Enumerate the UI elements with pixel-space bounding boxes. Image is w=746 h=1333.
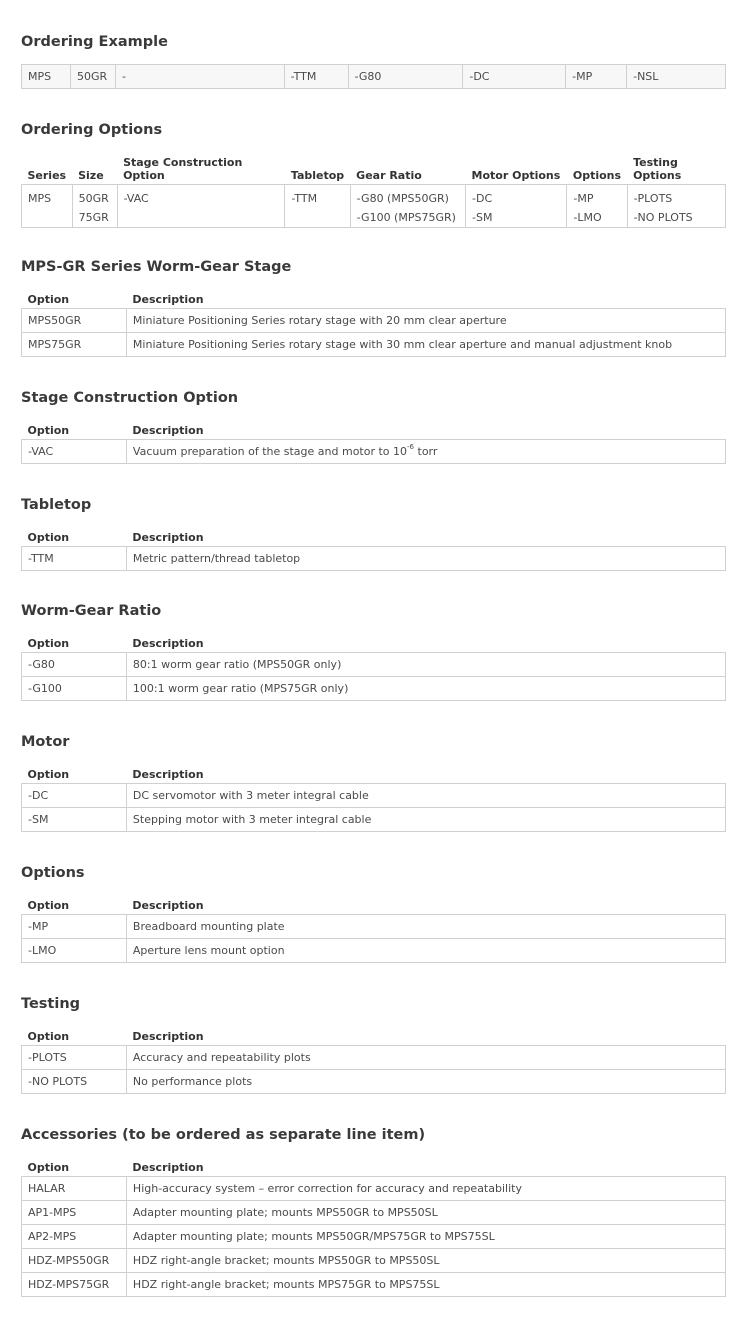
option-column-header: Option bbox=[27, 1030, 70, 1043]
table-row bbox=[22, 1046, 726, 1070]
description-cell bbox=[126, 440, 725, 464]
motor-options-value: -DC bbox=[472, 192, 493, 205]
description-column-header: Description bbox=[132, 293, 204, 306]
option-column-header: Option bbox=[27, 293, 70, 306]
stage-construction-cell bbox=[117, 185, 285, 228]
option-code-cell: HDZ-MPS75GR bbox=[22, 1273, 127, 1297]
section-table bbox=[21, 895, 726, 963]
description-cell bbox=[126, 808, 725, 832]
gear-ratio-value: -G80 (MPS50GR) bbox=[356, 192, 449, 205]
section-title: Tabletop bbox=[21, 497, 92, 513]
description-cell bbox=[126, 677, 725, 701]
example-size-cell: 50GR bbox=[70, 65, 115, 89]
option-code-cell: -G80 bbox=[22, 653, 127, 677]
options-value: -MP bbox=[573, 192, 594, 205]
section-table bbox=[21, 527, 726, 571]
description-cell bbox=[126, 1201, 725, 1225]
ordering-options-title: Ordering Options bbox=[21, 122, 163, 138]
table-row bbox=[22, 939, 726, 963]
description-suffix: torr bbox=[414, 445, 438, 458]
example-motor-cell: -DC bbox=[463, 65, 566, 89]
table-row bbox=[22, 1249, 726, 1273]
example-construction-cell: - bbox=[115, 65, 284, 89]
section-table bbox=[21, 420, 726, 464]
description-cell bbox=[126, 653, 725, 677]
description-text: HDZ right-angle bracket; mounts MPS75GR to MPS75SL bbox=[132, 1278, 440, 1291]
size-value: 50GR bbox=[78, 192, 109, 205]
example-tabletop-cell: -TTM bbox=[284, 65, 348, 89]
exponent-text: -6 bbox=[407, 443, 415, 451]
header-size: Size bbox=[78, 169, 104, 182]
series-cell bbox=[22, 185, 73, 228]
option-column-header: Option bbox=[27, 1161, 70, 1174]
series-value: MPS bbox=[28, 192, 52, 205]
table-row bbox=[22, 309, 726, 333]
section-table bbox=[21, 633, 726, 701]
description-column-header: Description bbox=[132, 637, 204, 650]
option-code-cell: -SM bbox=[22, 808, 127, 832]
section-title: Testing bbox=[21, 996, 81, 1012]
description-text: Accuracy and repeatability plots bbox=[132, 1051, 311, 1064]
section-title: Worm-Gear Ratio bbox=[21, 603, 162, 619]
section-title: Motor bbox=[21, 734, 70, 750]
options-value: -LMO bbox=[573, 211, 602, 224]
description-cell bbox=[126, 1046, 725, 1070]
description-text: High-accuracy system – error correction for accuracy and repeatability bbox=[132, 1182, 522, 1195]
table-row bbox=[22, 547, 726, 571]
option-code-cell: -PLOTS bbox=[22, 1046, 127, 1070]
example-series-cell: MPS bbox=[22, 65, 71, 89]
description-text: Adapter mounting plate; mounts MPS50GR to MPS50SL bbox=[132, 1206, 438, 1219]
description-column-header: Description bbox=[132, 899, 204, 912]
tabletop-value: -TTM bbox=[291, 192, 318, 205]
section-title: Stage Construction Option bbox=[21, 390, 239, 406]
option-code-cell: AP2-MPS bbox=[22, 1225, 127, 1249]
section-header-row bbox=[22, 527, 726, 547]
description-text: Aperture lens mount option bbox=[132, 944, 285, 957]
option-code-cell: -MP bbox=[22, 915, 127, 939]
section-header-row bbox=[22, 895, 726, 915]
description-cell bbox=[126, 915, 725, 939]
example-testing-cell: -NSL bbox=[627, 65, 726, 89]
ordering-options-table bbox=[21, 152, 726, 228]
ordering-options-header-row bbox=[22, 152, 726, 185]
description-cell bbox=[126, 1225, 725, 1249]
description-cell bbox=[126, 309, 725, 333]
gear-ratio-value: -G100 (MPS75GR) bbox=[356, 211, 456, 224]
table-row bbox=[22, 1273, 726, 1297]
description-column-header: Description bbox=[132, 1161, 204, 1174]
description-text: 80:1 worm gear ratio (MPS50GR only) bbox=[132, 658, 342, 671]
section-table bbox=[21, 1157, 726, 1297]
table-row bbox=[22, 808, 726, 832]
description-text: Stepping motor with 3 meter integral cable bbox=[132, 813, 372, 826]
description-cell bbox=[126, 333, 725, 357]
description-text: Vacuum preparation of the stage and motor to 10 bbox=[132, 445, 408, 458]
section-header-row bbox=[22, 633, 726, 653]
ordering-options-row bbox=[22, 185, 726, 228]
option-code-cell: -LMO bbox=[22, 939, 127, 963]
description-cell bbox=[126, 784, 725, 808]
size-value: 75GR bbox=[78, 211, 109, 224]
header-motor-options: Motor Options bbox=[471, 169, 561, 182]
description-text: Miniature Positioning Series rotary stage with 30 mm clear aperture and manual adjustment knob bbox=[132, 338, 673, 351]
testing-options-value: -NO PLOTS bbox=[633, 211, 693, 224]
header-options: Options bbox=[572, 169, 622, 182]
description-column-header: Description bbox=[132, 531, 204, 544]
header-series: Series bbox=[27, 169, 67, 182]
ordering-example-table bbox=[21, 64, 726, 89]
description-column-header: Description bbox=[132, 768, 204, 781]
description-cell bbox=[126, 1273, 725, 1297]
table-row bbox=[22, 784, 726, 808]
testing-options-value: -PLOTS bbox=[633, 192, 673, 205]
option-column-header: Option bbox=[27, 899, 70, 912]
description-text: DC servomotor with 3 meter integral cable bbox=[132, 789, 369, 802]
header-stage-construction: Stage Construction Option bbox=[123, 156, 243, 182]
description-text: 100:1 worm gear ratio (MPS75GR only) bbox=[132, 682, 349, 695]
section-header-row bbox=[22, 1157, 726, 1177]
description-cell bbox=[126, 939, 725, 963]
motor-options-value: -SM bbox=[472, 211, 493, 224]
option-code-cell: -NO PLOTS bbox=[22, 1070, 127, 1094]
description-text: Breadboard mounting plate bbox=[132, 920, 285, 933]
example-gear-cell: -G80 bbox=[348, 65, 463, 89]
section-title: Accessories (to be ordered as separate line item) bbox=[21, 1127, 426, 1143]
section-title: MPS-GR Series Worm-Gear Stage bbox=[21, 259, 292, 275]
description-column-header: Description bbox=[132, 424, 204, 437]
section-header-row bbox=[22, 289, 726, 309]
table-row bbox=[22, 333, 726, 357]
description-column-header: Description bbox=[132, 1030, 204, 1043]
ordering-example-row bbox=[22, 65, 726, 89]
table-row bbox=[22, 1201, 726, 1225]
ordering-example-section bbox=[21, 33, 168, 51]
option-column-header: Option bbox=[27, 768, 70, 781]
description-text: Adapter mounting plate; mounts MPS50GR/MPS75GR to MPS75SL bbox=[132, 1230, 495, 1243]
description-cell bbox=[126, 1070, 725, 1094]
section-header-row bbox=[22, 764, 726, 784]
option-code-cell: HALAR bbox=[22, 1177, 127, 1201]
option-column-header: Option bbox=[27, 637, 70, 650]
motor-options-cell bbox=[466, 185, 567, 228]
table-row bbox=[22, 1070, 726, 1094]
header-testing-options: Testing Options bbox=[633, 156, 682, 182]
option-code-cell: AP1-MPS bbox=[22, 1201, 127, 1225]
table-row bbox=[22, 440, 726, 464]
header-gear-ratio: Gear Ratio bbox=[356, 169, 422, 182]
header-tabletop: Tabletop bbox=[290, 169, 345, 182]
option-code-cell: HDZ-MPS50GR bbox=[22, 1249, 127, 1273]
option-column-header: Option bbox=[27, 531, 70, 544]
size-cell bbox=[72, 185, 117, 228]
table-row bbox=[22, 653, 726, 677]
section-table bbox=[21, 764, 726, 832]
option-code-cell: MPS50GR bbox=[22, 309, 127, 333]
option-code-cell: -DC bbox=[22, 784, 127, 808]
description-text: No performance plots bbox=[132, 1075, 253, 1088]
option-column-header: Option bbox=[27, 424, 70, 437]
table-row bbox=[22, 915, 726, 939]
section-header-row bbox=[22, 1026, 726, 1046]
table-row bbox=[22, 1225, 726, 1249]
description-text: HDZ right-angle bracket; mounts MPS50GR to MPS50SL bbox=[132, 1254, 440, 1267]
testing-options-cell bbox=[627, 185, 725, 228]
options-cell bbox=[567, 185, 627, 228]
description-cell bbox=[126, 547, 725, 571]
section-title: Options bbox=[21, 865, 85, 881]
section-header-row bbox=[22, 420, 726, 440]
ordering-example-title: Ordering Example bbox=[21, 34, 168, 50]
option-code-cell: -VAC bbox=[22, 440, 127, 464]
table-row bbox=[22, 1177, 726, 1201]
option-code-cell: -G100 bbox=[22, 677, 127, 701]
option-code-cell: -TTM bbox=[22, 547, 127, 571]
description-text: Metric pattern/thread tabletop bbox=[132, 552, 301, 565]
table-row bbox=[22, 677, 726, 701]
description-text: Miniature Positioning Series rotary stage with 20 mm clear aperture bbox=[132, 314, 507, 327]
gear-ratio-cell bbox=[350, 185, 465, 228]
option-code-cell: MPS75GR bbox=[22, 333, 127, 357]
tabletop-cell bbox=[285, 185, 350, 228]
section-table bbox=[21, 289, 726, 357]
stage-construction-value: -VAC bbox=[123, 192, 149, 205]
example-options-cell: -MP bbox=[566, 65, 627, 89]
description-cell bbox=[126, 1249, 725, 1273]
section-table bbox=[21, 1026, 726, 1094]
description-cell bbox=[126, 1177, 725, 1201]
